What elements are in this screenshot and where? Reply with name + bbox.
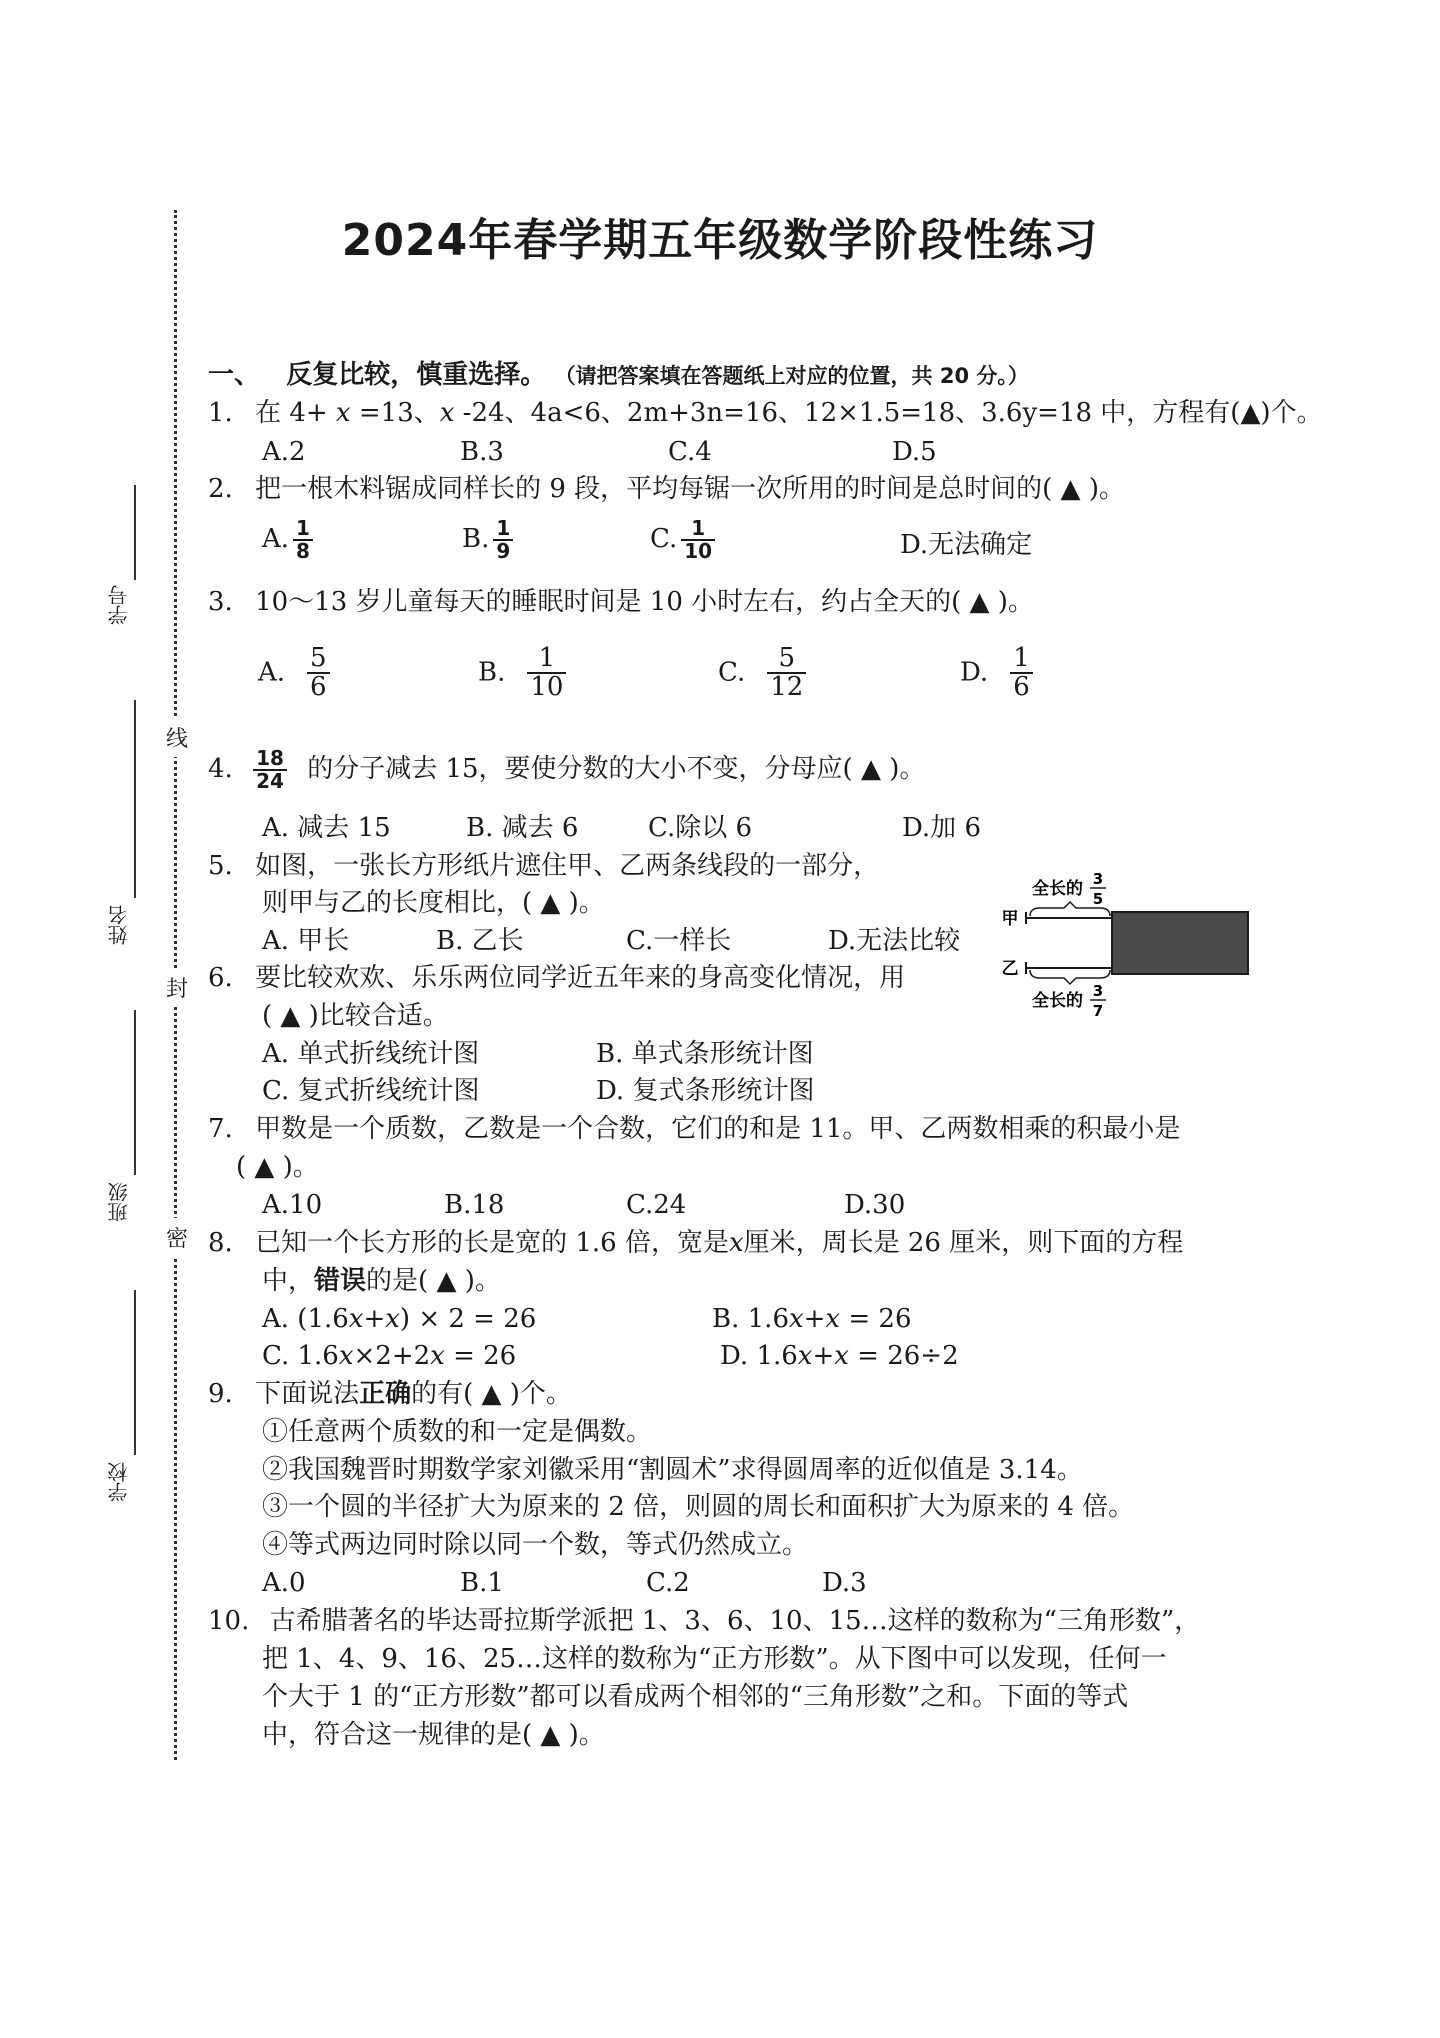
numerator: 1: [527, 645, 566, 674]
seal-char-mi: 密: [166, 1218, 188, 1257]
name-line: [134, 700, 136, 898]
q9-option-a: A.0: [262, 1568, 306, 1598]
denominator: 6: [310, 672, 327, 703]
q7-option-a: A.10: [262, 1190, 323, 1220]
top-denominator: 5: [1092, 890, 1104, 908]
section-number: 一、: [208, 360, 261, 390]
question-5-line-2: 则甲与乙的长度相比，( ▲ )。: [262, 888, 605, 918]
option-label: D.: [960, 657, 989, 688]
q1-option-b: B.3: [460, 437, 504, 467]
q9-option-b: B.1: [460, 1568, 504, 1598]
q1-option-d: D.5: [892, 437, 937, 467]
question-3: [208, 585, 1034, 619]
denominator: 9: [496, 539, 511, 563]
question-10-line-3: 个大于 1 的“正方形数”都可以看成两个相邻的“三角形数”之和。下面的等式: [262, 1682, 1129, 1712]
fraction: [307, 645, 330, 702]
emphasis: 正确: [359, 1379, 412, 1409]
line-segments-figure: [990, 872, 1270, 1020]
segment-jia-label: 甲: [1001, 909, 1019, 929]
q2-option-a: [262, 518, 317, 562]
question-number: 4.: [208, 754, 233, 784]
question-7: [208, 1112, 1180, 1146]
option-label: A.: [262, 524, 290, 554]
q3-option-a: [258, 645, 334, 702]
denominator: 12: [770, 672, 804, 703]
seal-char-xian: 线: [166, 718, 188, 757]
question-text: [255, 1379, 572, 1409]
q1-option-a: A.2: [262, 437, 306, 467]
option-label: B.: [462, 524, 490, 554]
q4-option-a: A. 减去 15: [262, 813, 391, 843]
question-6-line-2: ( ▲ )比较合适。: [262, 1001, 449, 1031]
section-note: （请把答案填在答题纸上对应的位置，共 20 分。）: [554, 364, 1029, 388]
question-8: [208, 1226, 1183, 1260]
question-text: 把一根木料锯成同样长的 9 段，平均每锯一次所用的时间是总时间的( ▲ )。: [255, 474, 1125, 504]
class-line: [134, 1010, 136, 1175]
question-text: 的分子减去 15，要使分数的大小不变，分母应( ▲ )。: [307, 754, 926, 784]
option-label: C.: [650, 524, 678, 554]
fraction: [1010, 645, 1033, 702]
covering-rectangle: [1112, 912, 1248, 974]
question-text: 10～13 岁儿童每天的睡眠时间是 10 小时左右，约占全天的( ▲ )。: [255, 587, 1034, 617]
question-10-line-4: 中，符合这一规律的是( ▲ )。: [262, 1720, 605, 1750]
statement-3: ③一个圆的半径扩大为原来的 2 倍，则圆的周长和面积扩大为原来的 4 倍。: [262, 1492, 1135, 1522]
q7-option-b: B.18: [444, 1190, 505, 1220]
label-school: 学校: [107, 1462, 131, 1502]
q1-option-c: C.4: [668, 437, 712, 467]
student-id-line: [134, 485, 136, 580]
question-1: [208, 396, 1323, 430]
denominator: 24: [256, 769, 284, 793]
section-title: 反复比较，慎重选择。: [286, 360, 547, 390]
fraction: [493, 518, 513, 562]
q6-option-d: D. 复式条形统计图: [596, 1076, 815, 1106]
fraction: [527, 645, 566, 702]
q9-option-c: C.2: [646, 1568, 690, 1598]
denominator: 8: [296, 539, 310, 563]
question-2: [208, 472, 1125, 506]
statement-1: ①任意两个质数的和一定是偶数。: [262, 1417, 653, 1447]
q6-option-a: A. 单式折线统计图: [262, 1039, 480, 1069]
option-label: A.: [258, 657, 286, 688]
question-number: 5.: [208, 851, 233, 881]
question-9: [208, 1377, 572, 1411]
question-text: 甲数是一个质数，乙数是一个合数，它们的和是 11。甲、乙两数相乘的积最小是: [255, 1114, 1181, 1144]
numerator: 5: [767, 645, 806, 674]
q9-option-d: D.3: [822, 1568, 867, 1598]
q6-option-b: B. 单式条形统计图: [596, 1039, 814, 1069]
q7-option-c: C.24: [626, 1190, 687, 1220]
statement-4: ④等式两边同时除以同一个数，等式仍然成立。: [262, 1530, 809, 1560]
section-1-heading: [208, 358, 1029, 393]
q4-option-d: D.加 6: [902, 813, 981, 843]
question-4: [208, 748, 925, 792]
q6-option-c: C. 复式折线统计图: [262, 1076, 480, 1106]
fraction: [253, 748, 287, 792]
segment-yi-label: 乙: [1001, 959, 1019, 979]
numerator: 1: [1010, 645, 1033, 674]
question-number: 2.: [208, 474, 233, 504]
question-7-line-2: ( ▲ )。: [236, 1152, 319, 1182]
bottom-denominator: 7: [1092, 1002, 1104, 1020]
question-text: 在 4+ 𝑥 =13、𝑥 -24、4a<6、2m+3n=16、12×1.5=18、3.6y=18 中，方程有(▲)个。: [255, 398, 1323, 428]
question-10-line-2: 把 1、4、9、16、25…这样的数称为“正方形数”。从下图中可以发现，任何一: [262, 1644, 1167, 1674]
option-label: B.: [478, 657, 506, 688]
question-text: 要比较欢欢、乐乐两位同学近五年来的身高变化情况，用: [255, 963, 906, 993]
text: 的有( ▲ )个。: [411, 1379, 572, 1409]
question-8-line-2: [262, 1264, 501, 1298]
denominator: 6: [1013, 672, 1030, 703]
fraction: [767, 645, 806, 702]
q3-option-b: [478, 645, 570, 702]
school-line: [134, 1290, 136, 1455]
text: 中，: [262, 1266, 315, 1296]
q5-option-b: B. 乙长: [436, 926, 524, 956]
fraction: [293, 518, 313, 562]
page-title: 2024年春学期五年级数学阶段性练习: [341, 215, 1099, 266]
emphasis: 错误: [314, 1266, 367, 1296]
option-label: C.: [718, 657, 746, 688]
q7-option-d: D.30: [844, 1190, 906, 1220]
q8-option-d: D. 1.6𝑥+𝑥 = 26÷2: [720, 1341, 959, 1371]
q8-option-c: C. 1.6𝑥×2+2𝑥 = 26: [262, 1341, 517, 1371]
top-numerator: 3: [1092, 872, 1104, 888]
question-number: 9.: [208, 1379, 233, 1409]
question-10: [208, 1604, 1200, 1638]
label-student-id: 学号: [107, 585, 131, 625]
bottom-numerator: 3: [1092, 982, 1104, 1000]
q2-option-d: D.无法确定: [900, 530, 1033, 560]
numerator: 1: [493, 518, 513, 541]
text: 的是( ▲ )。: [366, 1266, 501, 1296]
q2-option-b: [462, 518, 517, 562]
fraction: [681, 518, 715, 562]
seal-char-feng: 封: [166, 968, 188, 1007]
q3-option-c: [718, 645, 810, 702]
label-name: 姓名: [107, 905, 131, 945]
question-number: 7.: [208, 1114, 233, 1144]
question-number: 6.: [208, 963, 233, 993]
question-number: 1.: [208, 398, 233, 428]
question-number: 10.: [208, 1606, 250, 1636]
denominator: 10: [530, 672, 564, 703]
q8-option-b: B. 1.6𝑥+𝑥 = 26: [712, 1304, 912, 1334]
q2-option-c: [650, 518, 719, 562]
statement-2: ②我国魏晋时期数学家刘徽采用“割圆术”求得圆周率的近似值是 3.14。: [262, 1455, 1083, 1485]
question-text: 已知一个长方形的长是宽的 1.6 倍，宽是𝑥厘米，周长是 26 厘米，则下面的方程: [255, 1228, 1184, 1258]
q4-option-c: C.除以 6: [648, 813, 753, 843]
q5-option-c: C.一样长: [626, 926, 732, 956]
text: 下面说法: [255, 1379, 360, 1409]
numerator: 18: [253, 748, 287, 771]
question-5: [208, 849, 879, 883]
question-text: 如图，一张长方形纸片遮住甲、乙两条线段的一部分，: [255, 851, 880, 881]
q5-option-a: A. 甲长: [262, 926, 350, 956]
question-number: 3.: [208, 587, 233, 617]
label-class: 班级: [107, 1182, 131, 1222]
denominator: 10: [684, 539, 713, 563]
q4-option-b: B. 减去 6: [466, 813, 579, 843]
numerator: 1: [293, 518, 313, 541]
numerator: 1: [681, 518, 715, 541]
top-caption: 全长的: [1032, 879, 1083, 899]
q8-option-a: A. (1.6𝑥+𝑥) × 2 = 26: [262, 1304, 537, 1334]
question-text: 古希腊著名的毕达哥拉斯学派把 1、3、6、10、15…这样的数称为“三角形数”，: [269, 1606, 1201, 1636]
q3-option-d: [960, 645, 1037, 702]
bottom-caption: 全长的: [1032, 991, 1083, 1011]
numerator: 5: [307, 645, 330, 674]
q5-option-d: D.无法比较: [828, 926, 961, 956]
question-number: 8.: [208, 1228, 233, 1258]
question-6: [208, 961, 905, 995]
